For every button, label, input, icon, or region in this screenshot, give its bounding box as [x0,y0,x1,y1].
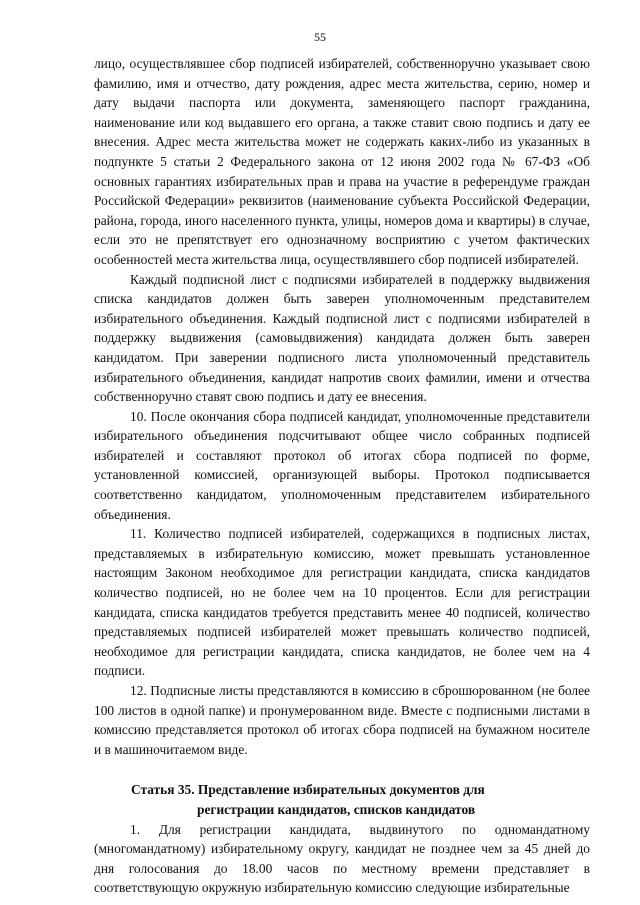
article-paragraph-1: 1. Для регистрации кандидата, выдвинутого по одномандатному (многомандатному) избирательному округу, кандидат не позднее чем за 45 дней до дня голосования до 18.00 часов по местному времени представляет в соответствующую окружную избирательную комиссию следующие избирательные [94,821,590,896]
paragraph-item-12: 12. Подписные листы представляются в комиссию в сброшюрованном (не более 100 листов в одной папке) и пронумерованном виде. Вместе с подписными листами в комиссию представляется протокол об итогах сбора подписей на бумажном носителе и в машиночитаемом виде. [94,683,590,757]
paragraph-list-certification: Каждый подписной лист с подписями избирателей в поддержку выдвижения списка кандидатов должен быть заверен уполномоченным представителем избирательного объединения. Каждый подписной лист с подписями избирателей в поддержку выдвижения (самовыдвижения) кандидата должен быть заверен кандидатом. При заверении подписного листа уполномоченный представитель избирательного объединения, кандидат напротив своих фамилии, имени и отчества собственноручно ставят свою подпись и дату ее внесения. [94,271,590,405]
article-heading [94,780,590,819]
document-body [94,54,590,898]
paragraph-item-11: 11. Количество подписей избирателей, содержащихся в подписных листах, представляемых в избирательную комиссию, может превышать установленное настоящим Законом необходимое для регистрации кандидата, списка кандидатов количество подписей, но не более чем на 10 процентов. Если для регистрации кандидата, списка кандидатов требуется представить менее 40 подписей, количество представляемых подписей избирателей может превышать количество подписей, необходимое для регистрации кандидата, списка кандидатов, не более чем на 4 подписи. [94,526,590,679]
page-number: 55 [314,30,326,44]
paragraph-item-10: 10. После окончания сбора подписей кандидат, уполномоченные представители избирательного объединения подсчитывают общее число собранных подписей избирателей и составляют протокол об итогах сбора подписей по форме, установленной комиссией, организующей выборы. Протокол подписывается соответственно кандидатом, уполномоченным представителем избирательного объединения. [94,408,590,522]
article-title-line2: регистрации кандидатов, списков кандидатов [197,801,476,817]
article-title-line1: Статья 35. Представление избирательных документов для [131,782,485,798]
paragraph-continuation: лицо, осуществлявшее сбор подписей избирателей, собственноручно указывает свою фамилию, имя и отчество, дату рождения, адрес места жительства, серию, номер и дату выдачи паспорта или документа, заменяющего паспорт гражданина, наименование или код выдавшего его органа, а также ставит свою подпись и дату ее внесения. Адрес места жительства может не содержать каких-либо из указанных в подпункте 5 статьи 2 Федерального закона от 12 июня 2002 года № 67-ФЗ «Об основных гарантиях избирательных прав и права на участие в референдуме граждан Российской Федерации» реквизитов (наименование субъекта Российской Федерации, района, города, иного населенного пункта, улицы, номеров дома и квартиры) в случае, если это не препятствует его однозначному восприятию с учетом фактических особенностей места жительства лица, осуществлявшего сбор подписей избирателей. [94,56,590,267]
